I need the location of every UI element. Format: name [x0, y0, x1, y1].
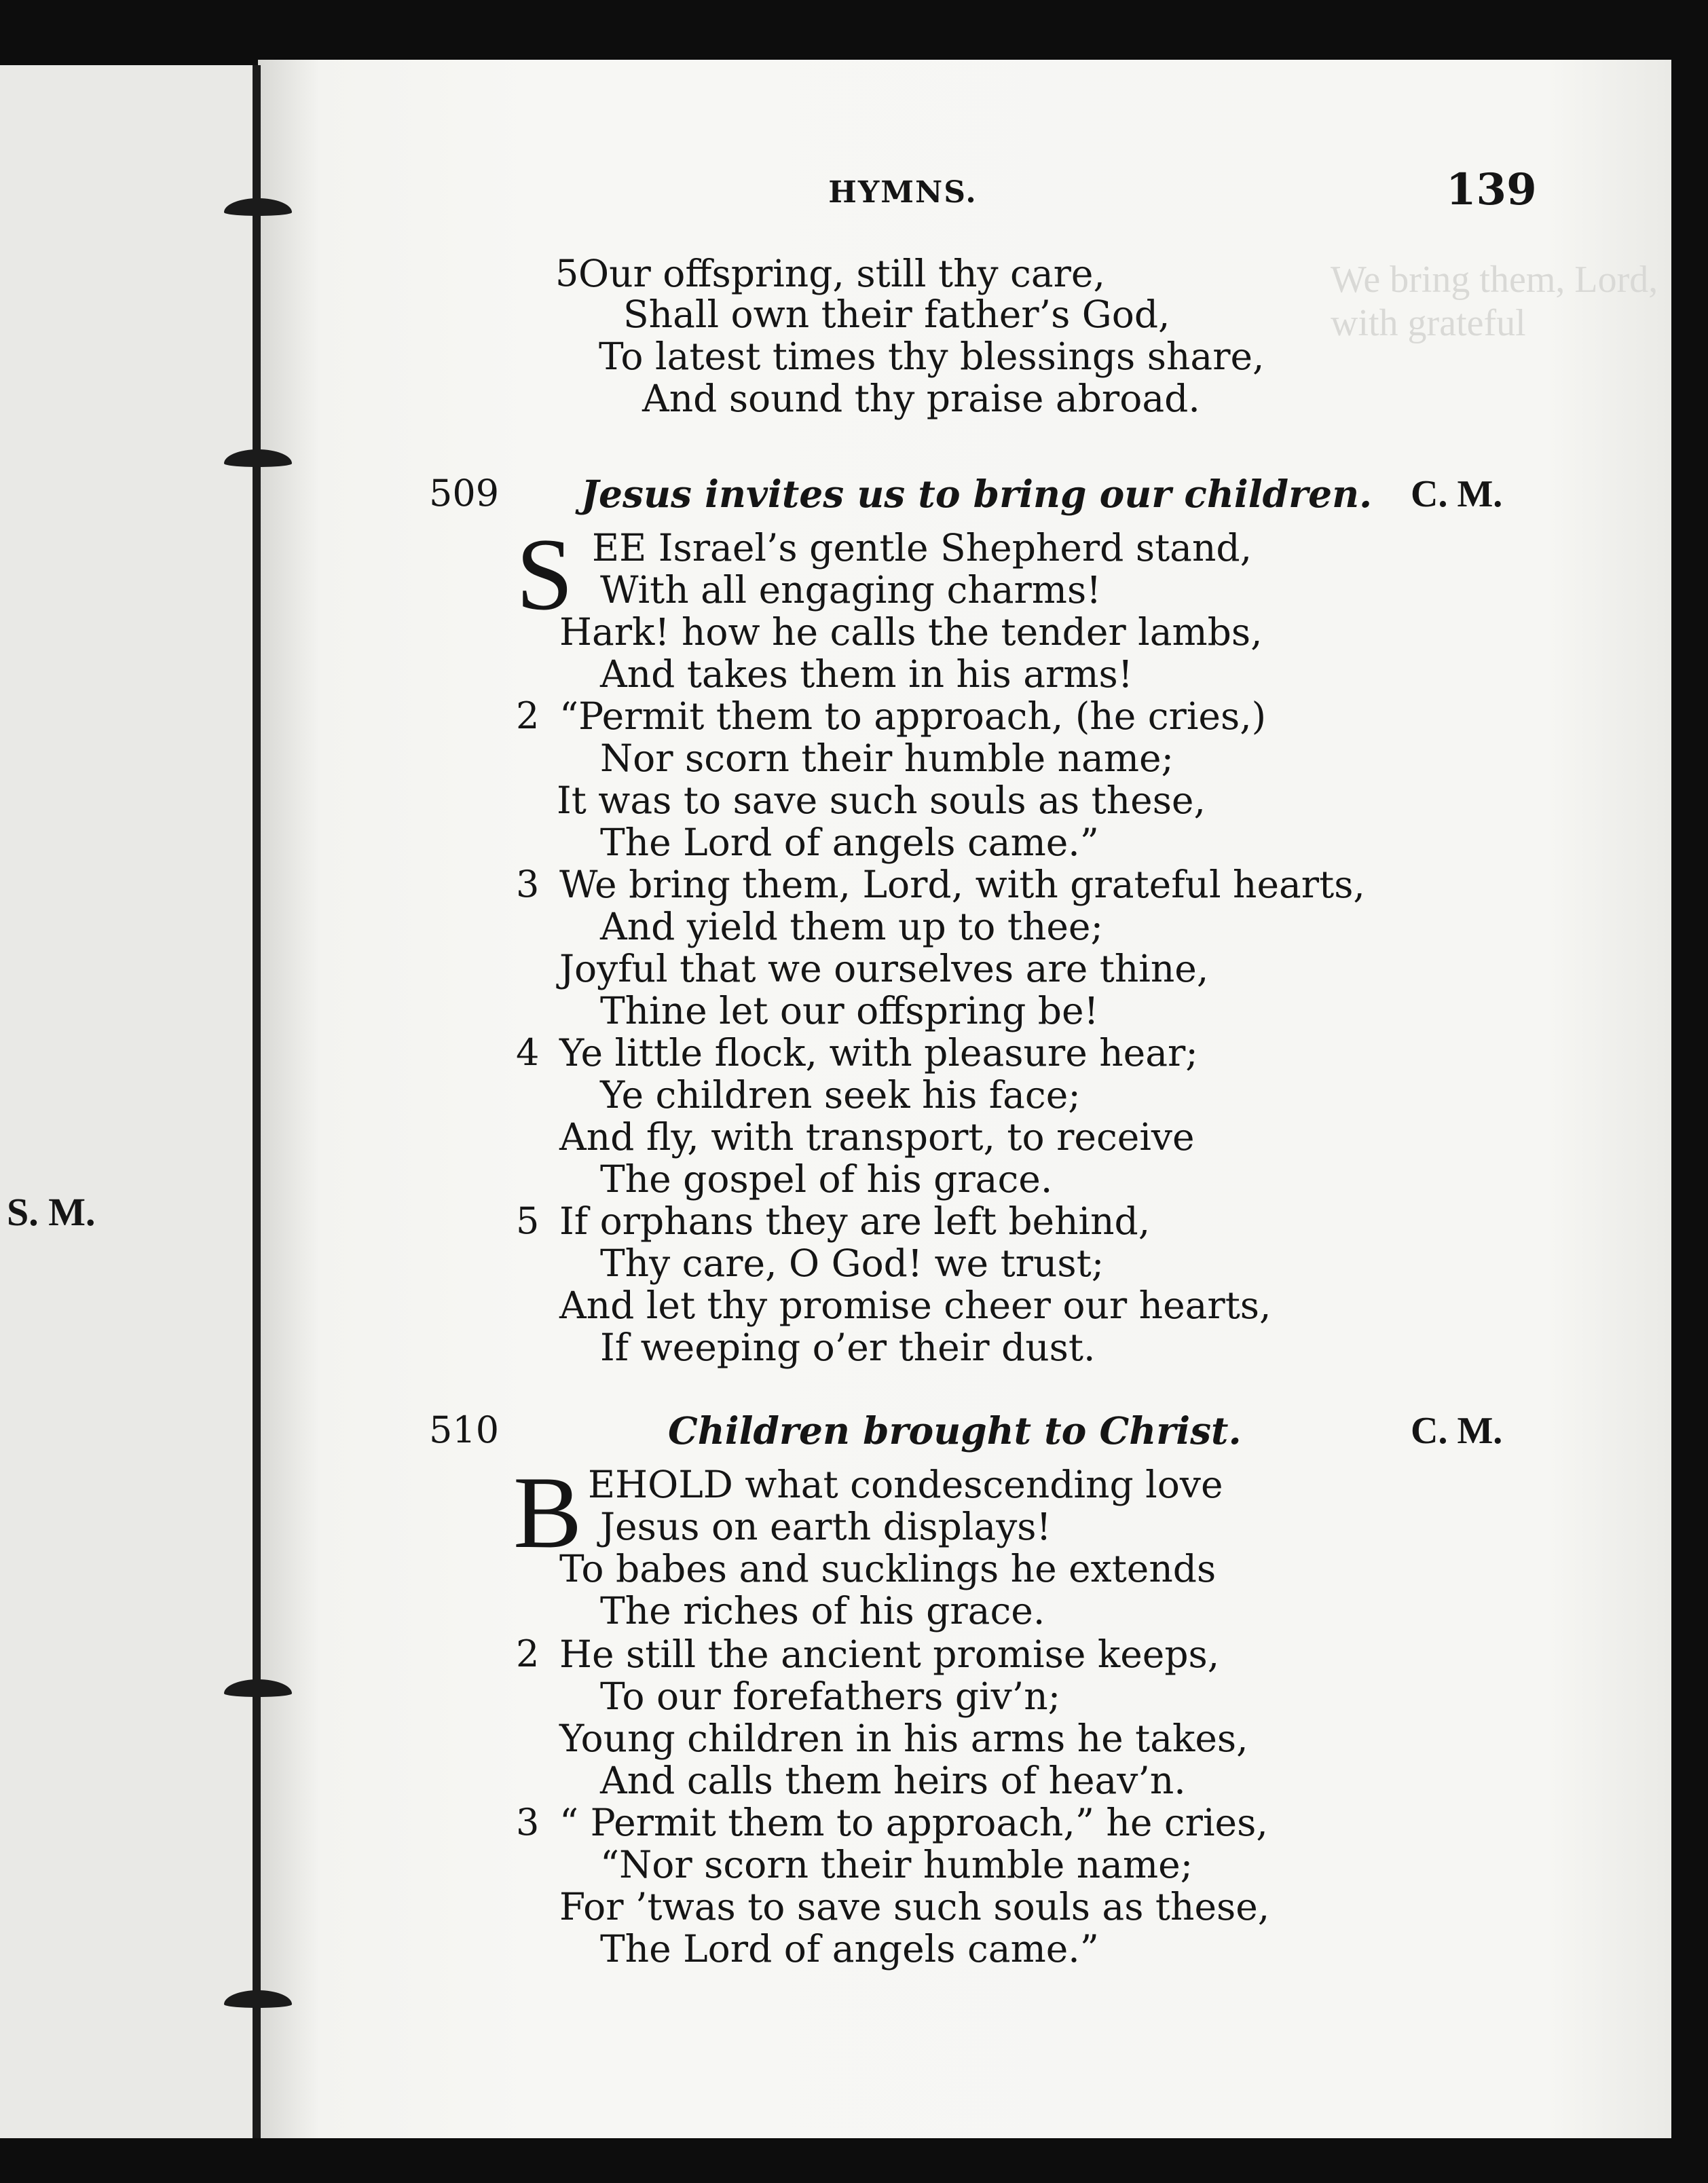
- verse-line: And calls them heirs of heav’n.: [600, 1759, 1186, 1802]
- hymn-meter: C. M.: [1411, 1410, 1503, 1452]
- verse-number: 4: [516, 1031, 540, 1074]
- verse-line: For ’twas to save such souls as these,: [559, 1885, 1270, 1928]
- verse-number: 3: [516, 863, 540, 906]
- verse-line: We bring them, Lord, with grateful hearts,: [559, 863, 1365, 906]
- verse-line: To our forefathers giv’n;: [600, 1675, 1061, 1718]
- verse-line: And takes them in his arms!: [600, 652, 1133, 696]
- verse-number: 5: [555, 252, 579, 295]
- verse-line: Thine let our offspring be!: [600, 989, 1099, 1032]
- verse-line: Ye little flock, with pleasure hear;: [559, 1031, 1198, 1075]
- verse-line: To babes and sucklings he extends: [559, 1547, 1217, 1590]
- verse-line: EHOLD what condescending love: [588, 1463, 1223, 1506]
- verse-line: “Permit them to approach, (he cries,): [559, 694, 1267, 738]
- verse-line: Our offspring, still thy care,: [578, 252, 1105, 295]
- verse-line: Shall own their father’s God,: [623, 293, 1170, 336]
- verse-line: The Lord of angels came.”: [600, 1927, 1099, 1971]
- left-page: [0, 65, 258, 2142]
- book-spine: [253, 65, 261, 2142]
- verse-number: 5: [516, 1199, 540, 1242]
- verse-line: And sound thy praise abroad.: [642, 377, 1200, 420]
- left-page-meter-mark: S. M.: [7, 1190, 96, 1234]
- verse-line: And fly, with transport, to receive: [559, 1115, 1195, 1159]
- drop-cap: S: [516, 517, 574, 631]
- verse-line: Nor scorn their humble name;: [600, 736, 1174, 780]
- hymn-number: 510: [429, 1408, 500, 1451]
- scan-border: [0, 2138, 1708, 2183]
- verse-line: Hark! how he calls the tender lambs,: [559, 610, 1263, 654]
- verse-line: The riches of his grace.: [600, 1589, 1045, 1632]
- verse-line: Joyful that we ourselves are thine,: [559, 947, 1209, 990]
- verse-number: 3: [516, 1801, 540, 1844]
- hymn-title: Jesus invites us to bring our children.: [581, 472, 1373, 516]
- verse-line: And yield them up to thee;: [600, 905, 1103, 948]
- verse-line: If orphans they are left behind,: [559, 1199, 1151, 1243]
- verse-number: 2: [516, 694, 540, 737]
- verse-line: The gospel of his grace.: [600, 1157, 1053, 1201]
- verse-line: With all engaging charms!: [600, 568, 1102, 612]
- verse-line: Young children in his arms he takes,: [559, 1717, 1248, 1760]
- verse-line: “ Permit them to approach,” he cries,: [559, 1801, 1268, 1844]
- verse-line: Thy care, O God! we trust;: [600, 1242, 1104, 1285]
- verse-line: It was to save such souls as these,: [557, 779, 1206, 822]
- verse-line: The Lord of angels came.”: [600, 821, 1099, 864]
- verse-number: 2: [516, 1632, 540, 1675]
- verse-line: EE Israel’s gentle Shepherd stand,: [592, 526, 1252, 570]
- verse-line: If weeping o’er their dust.: [600, 1326, 1096, 1369]
- verse-line: And let thy promise cheer our hearts,: [559, 1284, 1271, 1327]
- verse-line: Jesus on earth displays!: [600, 1505, 1052, 1548]
- hymn-title: Children brought to Christ.: [668, 1408, 1242, 1453]
- verse-line: To latest times thy blessings share,: [599, 335, 1265, 378]
- show-through-text: We bring them, Lord, with grateful: [1331, 259, 1658, 344]
- verse-line: He still the ancient promise keeps,: [559, 1632, 1220, 1676]
- verse-line: “Nor scorn their humble name;: [600, 1843, 1193, 1886]
- drop-cap: B: [513, 1455, 582, 1569]
- running-head: HYMNS.: [828, 175, 978, 210]
- hymn-number: 509: [429, 472, 500, 515]
- verse-line: Ye children seek his face;: [600, 1073, 1081, 1117]
- page-number: 139: [1446, 164, 1537, 215]
- hymn-meter: C. M.: [1411, 473, 1503, 515]
